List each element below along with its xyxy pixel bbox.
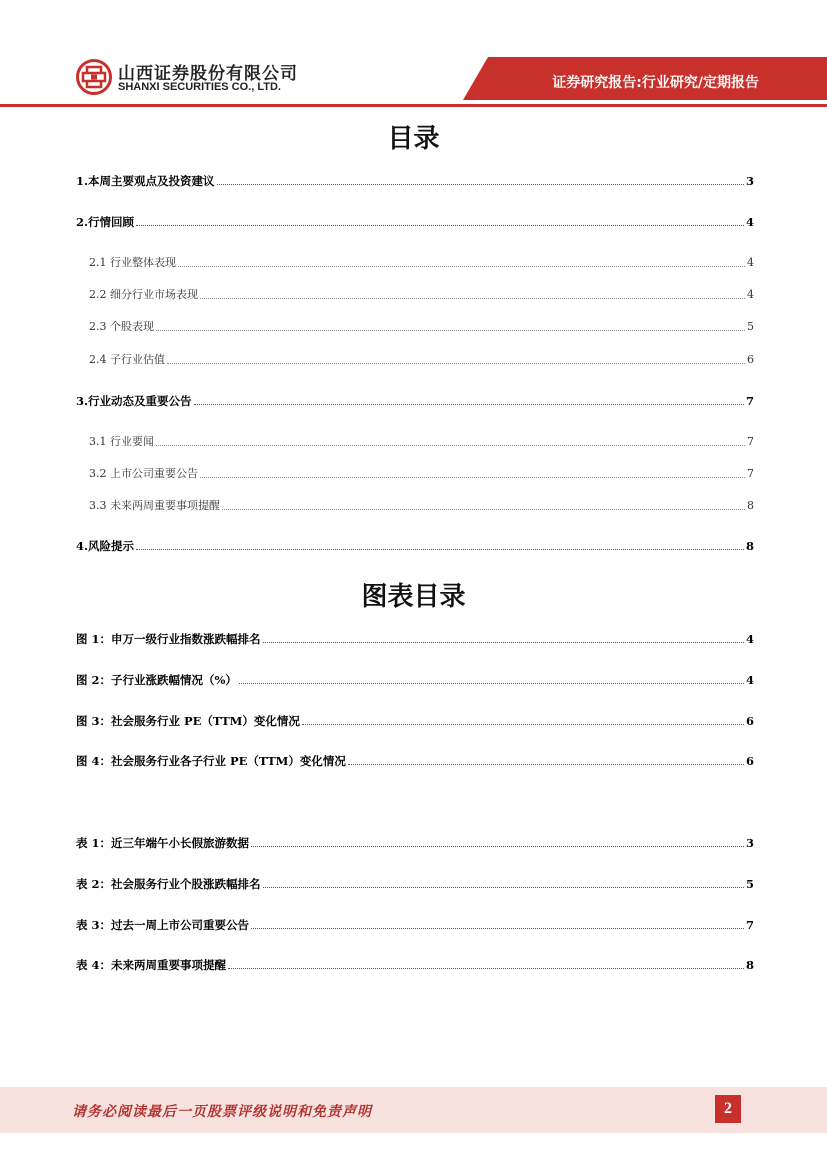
toc-entry[interactable] [76,213,754,229]
dot-leader [263,642,744,643]
toc-entry-page: 7 [747,435,754,448]
toc-entry-label: 4.风险提示 [76,539,135,553]
table-entry[interactable] [76,875,754,891]
dot-leader [251,928,744,929]
toc-entry-page: 8 [747,499,754,512]
dot-leader [302,724,744,725]
toc-entry-page: 4 [747,288,754,301]
figure-entry-label: 图 4：社会服务行业各子行业 PE（TTM）变化情况 [76,754,346,768]
page-footer [0,1087,827,1133]
disclaimer-notice: 请务必阅读最后一页股票评级说明和免责声明 [72,1104,372,1120]
toc-entry-label: 1.本周主要观点及投资建议 [76,174,215,188]
figure-entry[interactable] [76,671,754,687]
company-name-en: SHANXI SECURITIES CO., LTD. [118,81,281,93]
toc-entry-label: 3.3 未来两周重要事项提醒 [89,499,220,512]
figure-entry-label: 图 2：子行业涨跌幅情况（%） [76,673,237,687]
figure-entry-label: 图 3：社会服务行业 PE（TTM）变化情况 [76,714,300,728]
dot-leader [156,330,745,331]
toc-entry-page: 5 [747,320,754,333]
toc-entry-label: 2.4 子行业估值 [89,353,165,366]
dot-leader [239,683,744,684]
dot-leader [348,764,744,765]
dot-leader [136,549,744,550]
dot-leader [194,404,744,405]
figure-entry-page: 4 [745,632,754,646]
toc-title: 目录 [387,124,440,154]
figures-title: 图表目录 [361,582,466,612]
toc-entry-label: 2.行情回顾 [76,215,135,229]
company-logo-icon [76,59,112,95]
toc-entry-page: 6 [747,353,754,366]
toc-entry-label: 3.1 行业要闻 [89,435,154,448]
toc-entry-page: 3 [745,174,754,188]
dot-leader [222,509,745,510]
figure-entry[interactable] [76,752,754,768]
toc-entry[interactable] [76,392,754,408]
toc-entry-label: 2.2 细分行业市场表现 [89,288,198,301]
toc-entry[interactable] [76,172,754,188]
toc-entry-label: 3.行业动态及重要公告 [76,394,192,408]
dot-leader [200,298,745,299]
toc-entry-page: 4 [745,215,754,229]
table-entry[interactable] [76,834,754,850]
figure-entry-page: 6 [745,714,754,728]
dot-leader [156,445,745,446]
dot-leader [228,968,744,969]
toc-entry-label: 2.1 行业整体表现 [89,256,176,269]
company-name-cn: 山西证券股份有限公司 [118,64,298,84]
dot-leader [136,225,744,226]
table-entry-label: 表 3：过去一周上市公司重要公告 [76,918,250,932]
figure-entry[interactable] [76,630,754,646]
figure-entry-label: 图 1：申万一级行业指数涨跌幅排名 [76,632,261,646]
table-entry-page: 5 [745,877,754,891]
dot-leader [251,846,744,847]
toc-entry-page: 8 [745,539,754,553]
table-entry[interactable] [76,956,754,972]
dot-leader [263,887,744,888]
toc-subentry[interactable] [89,465,754,481]
page-header [0,0,827,110]
toc-entry-label: 2.3 个股表现 [89,320,154,333]
dot-leader [178,266,745,267]
toc-subentry[interactable] [89,497,754,513]
toc-subentry[interactable] [89,351,754,367]
table-entry-label: 表 4：未来两周重要事项提醒 [76,958,227,972]
toc-entry[interactable] [76,537,754,553]
toc-subentry[interactable] [89,433,754,449]
toc-entry-label: 3.2 上市公司重要公告 [89,467,198,480]
header-banner-shape [0,0,827,110]
toc-subentry[interactable] [89,254,754,270]
table-entry-page: 7 [745,918,754,932]
toc-subentry[interactable] [89,318,754,334]
figure-entry[interactable] [76,712,754,728]
table-entry-page: 8 [745,958,754,972]
toc-entry-page: 7 [745,394,754,408]
page-number-badge: 2 [715,1095,741,1123]
figure-entry-page: 4 [745,673,754,687]
figure-entry-page: 6 [745,754,754,768]
dot-leader [217,184,744,185]
dot-leader [200,477,745,478]
report-type-label: 证券研究报告:行业研究/定期报告 [552,75,759,91]
dot-leader [167,363,745,364]
toc-entry-page: 7 [747,467,754,480]
table-entry[interactable] [76,916,754,932]
toc-entry-page: 4 [747,256,754,269]
table-entry-label: 表 1：近三年端午小长假旅游数据 [76,836,250,850]
toc-subentry[interactable] [89,286,754,302]
table-entry-label: 表 2：社会服务行业个股涨跌幅排名 [76,877,261,891]
table-entry-page: 3 [745,836,754,850]
